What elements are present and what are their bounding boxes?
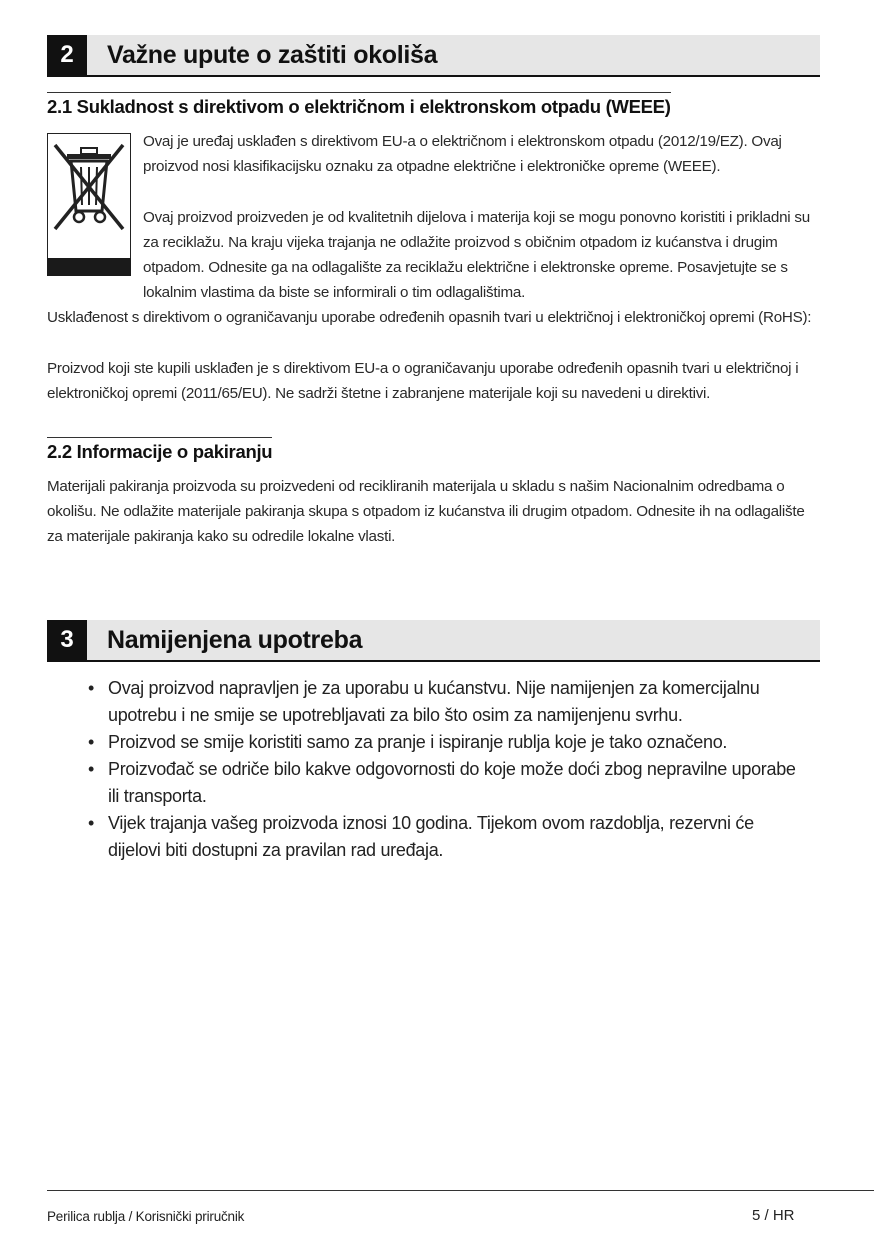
footer-manual-title: Perilica rublja / Korisnički priručnik xyxy=(47,1209,245,1224)
list-item xyxy=(88,675,808,729)
weee-paragraph-1: Ovaj je uređaj usklađen s direktivom EU-a o električnom i elektronskom otpadu (2012/19/EZ). Ovaj proizvod nosi klasifikacijsku oznaku za otpadne električne i elektroničke opreme (WEEE). xyxy=(143,133,782,175)
list-item-text: Proizvod se smije koristiti samo za pranje i ispiranje rublja koje je tako označeno. xyxy=(108,732,728,752)
list-item-text: Proizvođač se odriče bilo kakve odgovornosti do koje može doći zbog nepravilne uporabe ili transporta. xyxy=(108,759,796,806)
bullet-icon: • xyxy=(88,678,95,698)
section-title: Važne upute o zaštiti okoliša xyxy=(107,41,438,69)
bullet-icon: • xyxy=(88,813,95,833)
packaging-text: Materijali pakiranja proizvoda su proizvedeni od recikliranih materijala u skladu s našim Nacionalnim odredbama o okolišu. Ne odlažite materijale pakiranja skupa s otpadom iz kućanstva ili drugim otpadom. Odnesite ih na odlagalište za materijale pakiranja kako su odredile lokalne vlasti. xyxy=(47,478,805,545)
list-item xyxy=(88,729,808,756)
weee-crossed-bin-icon xyxy=(47,133,131,276)
weee-paragraph-2: Ovaj proizvod proizveden je od kvalitetnih dijelova i materija koji se mogu ponovno koristiti i prikladni su za reciklažu. Na kraju vijeka trajanja ne odlažite proizvod s običnim otpadom iz kućanstva i drugim otpadom. Odnesite ga na odlagalište za reciklažu električne i elektronske opreme. Posavjetujte se s lokalnim vlastima da biste se informirali o tim odlagalištima. xyxy=(143,209,810,301)
section-number: 3 xyxy=(47,620,87,660)
rohs-heading: Usklađenost s direktivom o ograničavanju uporabe određenih opasnih tvari u električnoj i elektroničkoj opremi (RoHS): xyxy=(47,309,812,326)
list-item xyxy=(88,810,808,864)
section-3-header xyxy=(47,620,820,662)
bullet-icon: • xyxy=(88,759,95,779)
bullet-icon: • xyxy=(88,732,95,752)
subsection-heading-weee: 2.1 Sukladnost s direktivom o električnom i elektronskom otpadu (WEEE) xyxy=(47,92,671,118)
list-item xyxy=(88,756,808,810)
footer-page-number: 5 / HR xyxy=(752,1207,795,1224)
subsection-heading-packaging: 2.2 Informacije o pakiranju xyxy=(47,437,272,463)
rohs-text: Proizvod koji ste kupili usklađen je s direktivom EU-a o ograničavanju uporabe određenih opasnih tvari u električnoj i elektroničkoj opremi (2011/65/EU). Ne sadrži štetne i zabranjene materijale koji su navedeni u direktivi. xyxy=(47,360,799,402)
section-number: 2 xyxy=(47,35,87,75)
section-title: Namijenjena upotreba xyxy=(107,626,363,654)
footer-divider xyxy=(47,1190,874,1191)
section-2-header xyxy=(47,35,820,77)
list-item-text: Vijek trajanja vašeg proizvoda iznosi 10 godina. Tijekom ovom razdoblja, rezervni će dijelovi biti dostupni za pravilan rad uređaja. xyxy=(108,813,754,860)
list-item-text: Ovaj proizvod napravljen je za uporabu u kućanstvu. Nije namijenjen za komercijalnu upotrebu i ne smije se upotrebljavati za bilo što osim za namijenjenu svrhu. xyxy=(108,678,760,725)
intended-use-list xyxy=(88,675,808,864)
